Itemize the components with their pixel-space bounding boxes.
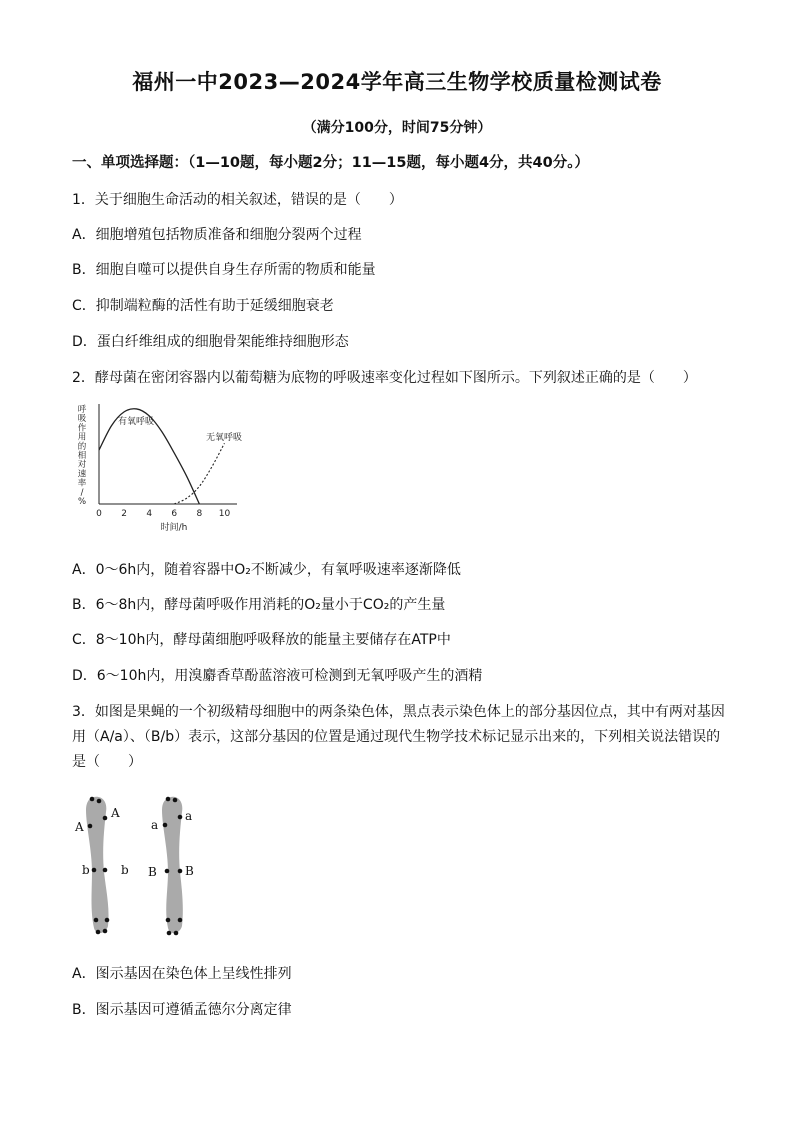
q1-stem: 1．关于细胞生命活动的相关叙述，错误的是（ ） (72, 192, 403, 208)
gene-dot (166, 918, 171, 923)
y-axis-label-char: 速 (77, 469, 87, 480)
gene-dot (103, 868, 108, 873)
q1-option-d: D．蛋白纤维组成的细胞骨架能维持细胞形态 (72, 334, 349, 350)
x-tick-label: 10 (218, 509, 231, 519)
gene-dot (88, 824, 93, 829)
q2-option-b: B．6～8h内，酵母菌呼吸作用消耗的O₂量小于CO₂的产生量 (72, 597, 446, 613)
page-title: 福州一中2023—2024学年高三生物学校质量检测试卷 (132, 70, 662, 94)
q3-option-b: B．图示基因可遵循孟德尔分离定律 (72, 1002, 292, 1018)
y-axis-label-char: 吸 (77, 414, 87, 425)
gene-dot (90, 797, 95, 802)
chromosome-figure (72, 790, 212, 940)
y-axis-label-char: 呼 (77, 405, 87, 415)
gene-dot (97, 799, 102, 804)
anaerobic-respiration-curve (174, 443, 224, 504)
x-tick-label: 6 (171, 509, 178, 519)
q2-option-d: D．6～10h内，用溴麝香草酚蓝溶液可检测到无氧呼吸产生的酒精 (72, 668, 483, 684)
q3-stem-line-3: 是（ ） (72, 754, 142, 770)
gene-dot (166, 797, 171, 802)
gene-label-b-left: b (82, 863, 90, 877)
y-axis-label-char: 的 (77, 441, 87, 452)
gene-dot (105, 918, 110, 923)
gene-label-B-right: B (185, 864, 194, 878)
y-axis-label-char: 作 (77, 423, 87, 434)
x-tick-label: 2 (121, 509, 127, 519)
anaerobic-legend-label: 无氧呼吸 (206, 433, 243, 443)
x-axis-label: 时间/h (160, 523, 188, 533)
q2-option-a: A．0～6h内，随着容器中O₂不断减少，有氧呼吸速率逐渐降低 (72, 562, 461, 578)
x-tick-label: 4 (146, 509, 153, 519)
aerobic-legend-label: 有氧呼吸 (118, 417, 155, 427)
gene-label-a-left: a (151, 818, 159, 832)
gene-dot (163, 823, 168, 828)
section-heading: 一、单项选择题：（1—10题，每小题2分；11—15题，每小题4分，共40分。） (72, 155, 589, 171)
q2-stem: 2．酵母菌在密闭容器内以葡萄糖为底物的呼吸速率变化过程如下图所示。下列叙述正确的是（ ） (72, 370, 697, 386)
gene-label-a-right: a (185, 809, 193, 823)
gene-label-B-left: B (148, 865, 157, 879)
gene-dot (165, 869, 170, 874)
gene-label-b-right: b (121, 863, 129, 877)
gene-dot (178, 815, 183, 820)
gene-dot (178, 918, 183, 923)
x-tick-label: 0 (96, 509, 102, 519)
gene-label-A-right: A (111, 806, 120, 820)
respiration-rate-chart (72, 400, 272, 540)
gene-label-A-left: A (75, 820, 84, 834)
q3-stem-line-1: 3．如图是果蝇的一个初级精母细胞中的两条染色体，黑点表示染色体上的部分基因位点，其中有两对基因 (72, 704, 725, 720)
gene-dot (96, 930, 101, 935)
q1-option-a: A．细胞增殖包括物质准备和细胞分裂两个过程 (72, 227, 362, 243)
y-axis-label-char: % (77, 497, 87, 507)
q1-option-b: B．细胞自噬可以提供自身生存所需的物质和能量 (72, 262, 376, 278)
q2-option-c: C．8～10h内，酵母菌细胞呼吸释放的能量主要储存在ATP中 (72, 632, 451, 648)
q3-option-a: A．图示基因在染色体上呈线性排列 (72, 966, 292, 982)
exam-subtitle: （满分100分，时间75分钟） (302, 120, 492, 136)
gene-dot (167, 931, 172, 936)
gene-dot (103, 816, 108, 821)
y-axis-label-char: 率 (77, 478, 87, 489)
y-axis-label-char: 对 (77, 460, 87, 471)
x-tick-label: 8 (196, 509, 203, 519)
gene-dot (94, 918, 99, 923)
y-axis-label-char: / (80, 487, 84, 498)
gene-dot (174, 931, 179, 936)
y-axis-label-char: 相 (77, 451, 87, 461)
gene-dot (103, 929, 108, 934)
q1-option-c: C．抑制端粒酶的活性有助于延缓细胞衰老 (72, 298, 334, 314)
gene-dot (92, 868, 97, 873)
q3-stem-line-2: 用（A/a）、（B/b）表示，这部分基因的位置是通过现代生物学技术标记显示出来的，下列相关说法错误的 (72, 729, 721, 745)
gene-dot (178, 869, 183, 874)
y-axis-label-char: 用 (77, 432, 87, 443)
gene-dot (173, 798, 178, 803)
